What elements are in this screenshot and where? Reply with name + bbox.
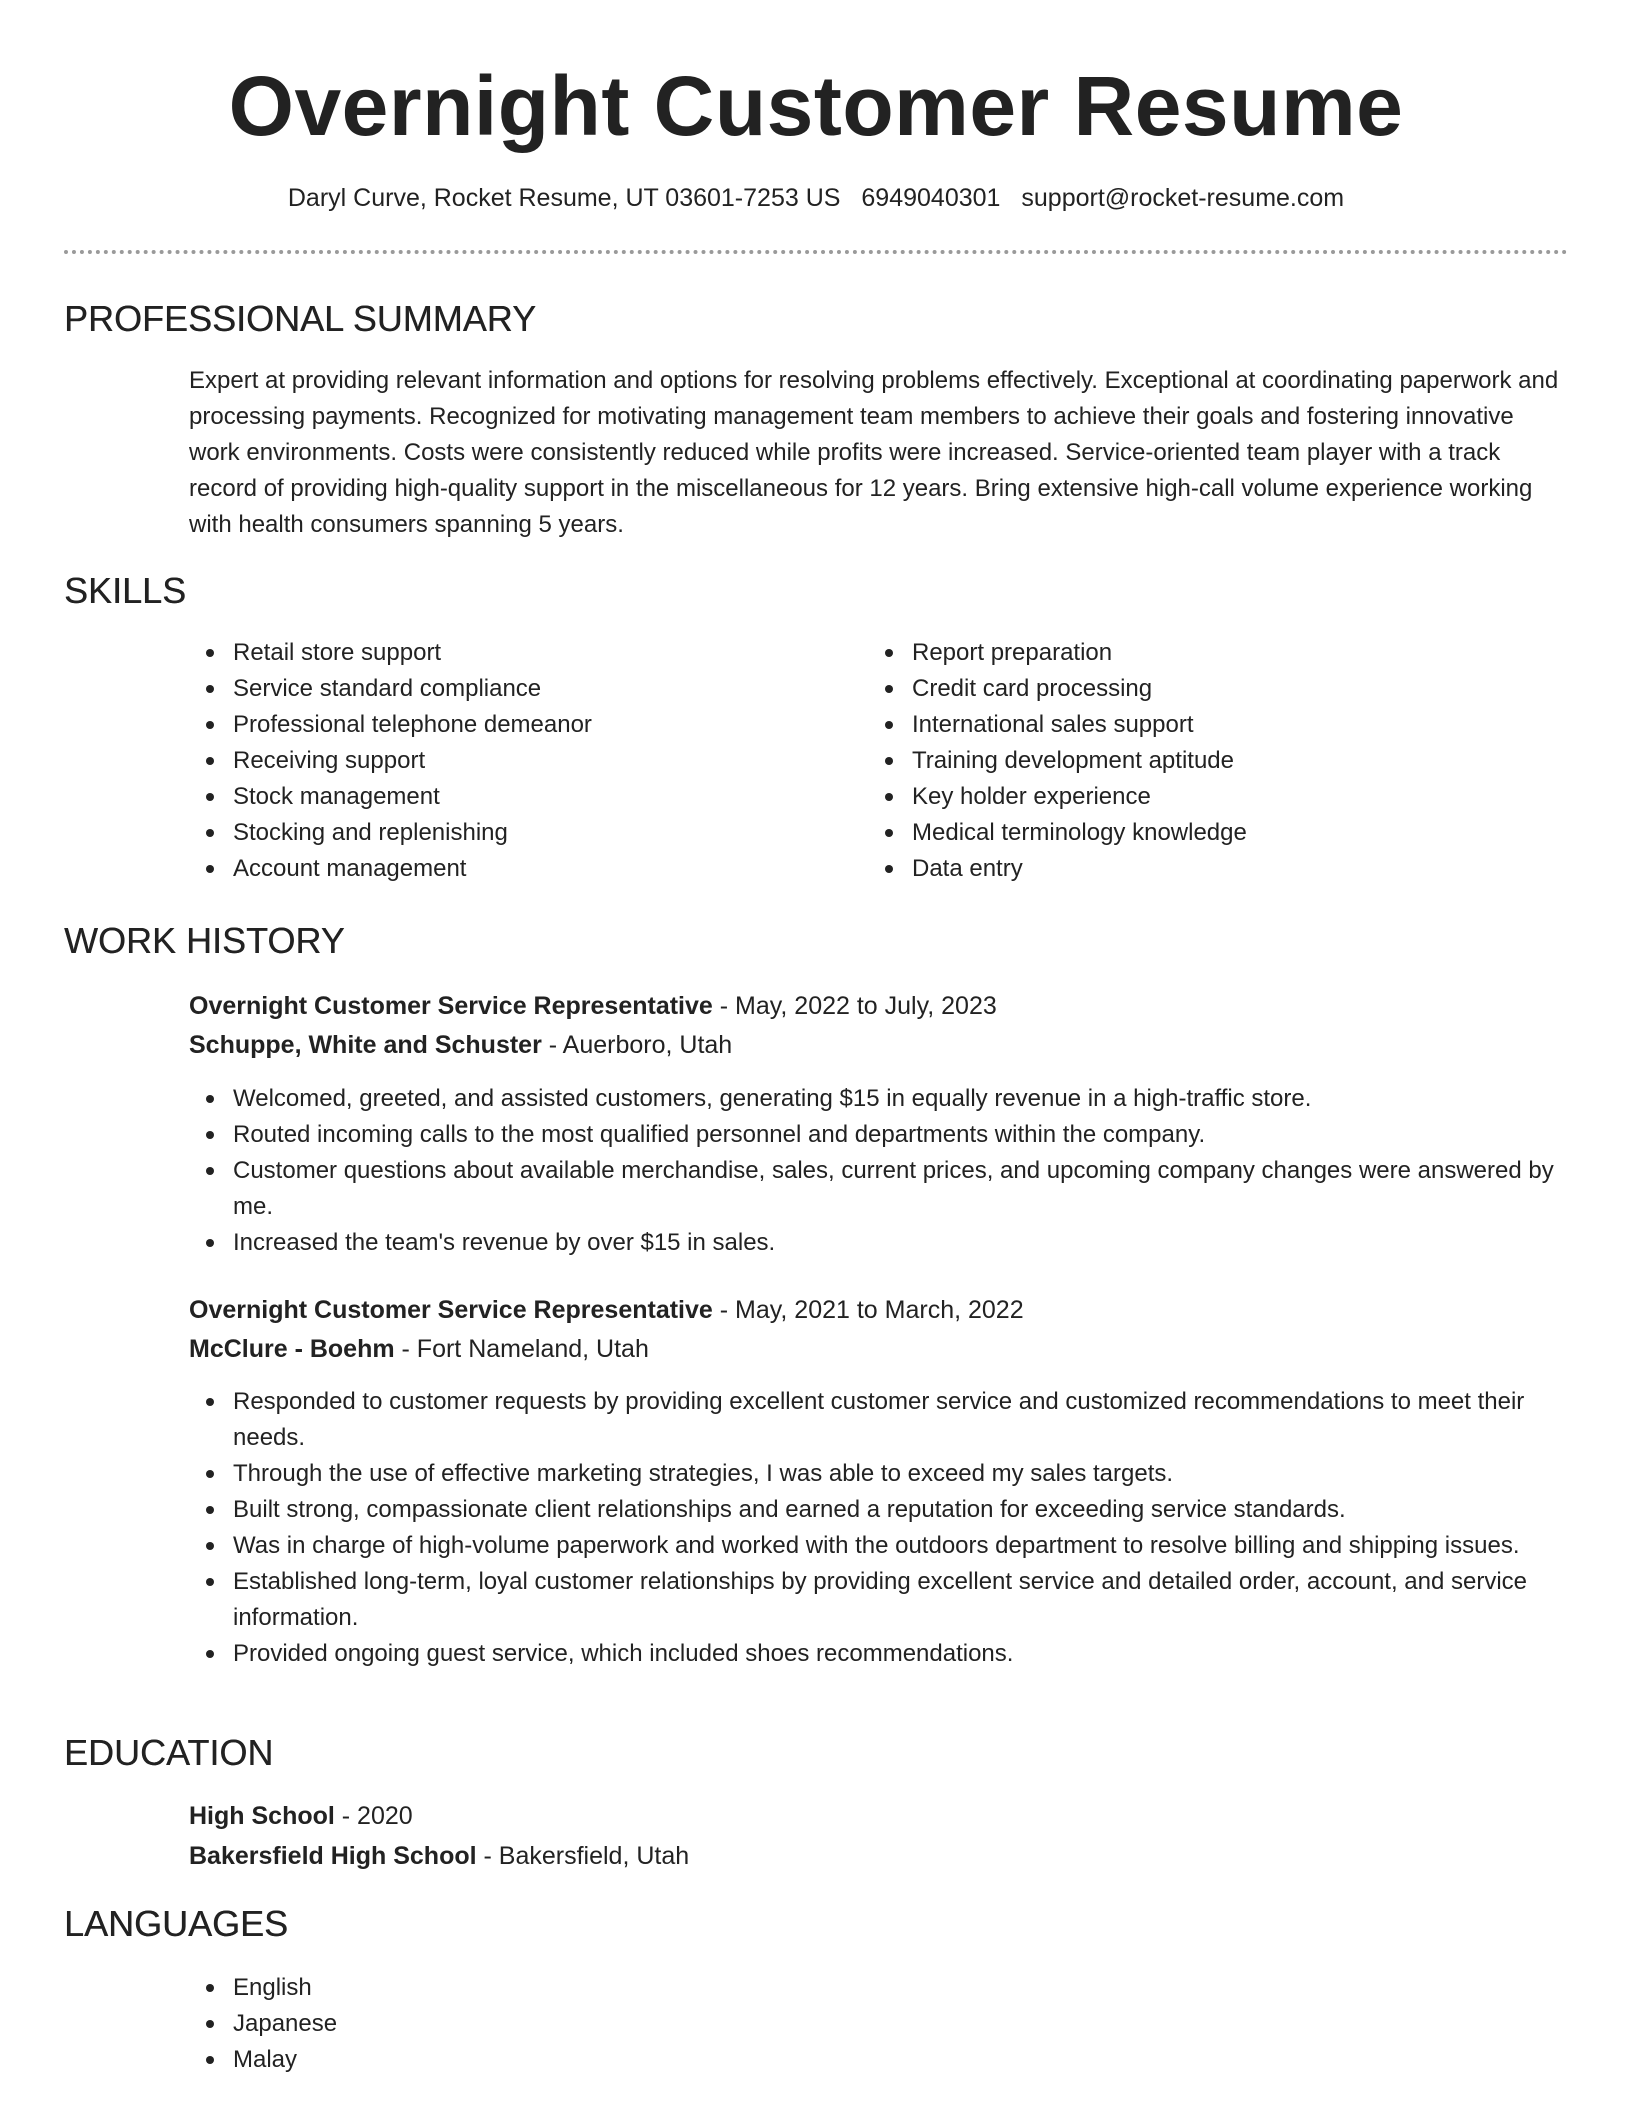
- skill-item: Stocking and replenishing: [189, 815, 829, 851]
- job-bullet: Customer questions about available merchandise, sales, current prices, and upcoming company changes were answered by me.: [189, 1153, 1569, 1225]
- header-divider: [64, 250, 1568, 254]
- skill-item: Stock management: [189, 779, 829, 815]
- job-bullet: Built strong, compassionate client relationships and earned a reputation for exceeding service standards.: [189, 1492, 1569, 1528]
- job-2-bullets: [189, 1384, 1569, 1672]
- job-1-company-line: [189, 1026, 732, 1064]
- education-school: Bakersfield High School: [189, 1842, 477, 1870]
- languages-list: [189, 1970, 829, 2078]
- job-1-bullets: [189, 1081, 1569, 1261]
- education-location: - Bakersfield, Utah: [476, 1842, 690, 1870]
- language-item: Japanese: [189, 2006, 829, 2042]
- job-company: McClure - Boehm: [189, 1335, 395, 1363]
- work-heading: WORK HISTORY: [64, 920, 345, 961]
- education-heading: EDUCATION: [64, 1732, 274, 1773]
- contact-address: Daryl Curve, Rocket Resume, UT 03601-7253 US: [287, 184, 841, 212]
- summary-heading: PROFESSIONAL SUMMARY: [64, 298, 537, 339]
- job-2-title-line: [189, 1291, 1024, 1329]
- job-bullet: Was in charge of high-volume paperwork and worked with the outdoors department to resolve billing and shipping issues.: [189, 1528, 1569, 1564]
- contact-line: [0, 180, 1632, 216]
- skill-item: Data entry: [868, 851, 1508, 887]
- job-title: Overnight Customer Service Representative: [189, 992, 713, 1020]
- skill-item: Medical terminology knowledge: [868, 815, 1508, 851]
- job-2-company-line: [189, 1330, 649, 1368]
- job-company: Schuppe, White and Schuster: [189, 1031, 542, 1059]
- language-item: English: [189, 1970, 829, 2006]
- job-bullet: Welcomed, greeted, and assisted customers, generating $15 in equally revenue in a high-traffic store.: [189, 1081, 1569, 1117]
- education-school-line: [189, 1837, 689, 1875]
- skills-heading: SKILLS: [64, 570, 187, 611]
- job-bullet: Through the use of effective marketing strategies, I was able to exceed my sales targets.: [189, 1456, 1569, 1492]
- skill-item: Receiving support: [189, 743, 829, 779]
- job-dates: - May, 2022 to July, 2023: [712, 992, 997, 1020]
- job-bullet: Provided ongoing guest service, which included shoes recommendations.: [189, 1636, 1569, 1672]
- skills-list-left: [189, 635, 829, 887]
- skills-list-right: [868, 635, 1508, 887]
- contact-email: support@rocket-resume.com: [1021, 184, 1345, 212]
- skill-item: Service standard compliance: [189, 671, 829, 707]
- skill-item: Account management: [189, 851, 829, 887]
- skill-item: Retail store support: [189, 635, 829, 671]
- job-location: - Fort Nameland, Utah: [394, 1335, 649, 1363]
- job-bullet: Routed incoming calls to the most qualified personnel and departments within the company.: [189, 1117, 1569, 1153]
- job-location: - Auerboro, Utah: [541, 1031, 733, 1059]
- contact-phone: 6949040301: [861, 184, 1001, 212]
- job-bullet: Increased the team's revenue by over $15 in sales.: [189, 1225, 1569, 1261]
- languages-heading: LANGUAGES: [64, 1903, 289, 1944]
- skill-item: Credit card processing: [868, 671, 1508, 707]
- education-degree: High School: [189, 1802, 335, 1830]
- resume-title: Overnight Customer Resume: [228, 59, 1404, 153]
- education-year: - 2020: [334, 1802, 413, 1830]
- skill-item: Report preparation: [868, 635, 1508, 671]
- skill-item: Key holder experience: [868, 779, 1508, 815]
- skill-item: Training development aptitude: [868, 743, 1508, 779]
- skill-item: International sales support: [868, 707, 1508, 743]
- summary-text: Expert at providing relevant information and options for resolving problems effectively. Exceptional at coordinating paperwork and processing payments. Recognized for motivating management team members to achieve their goals and fostering innovative work environments. Costs were consistently reduced while profits were increased. Service-oriented team player with a track record of providing high-quality support in the miscellaneous for 12 years. Bring extensive high-call volume experience working with health consumers spanning 5 years.: [189, 367, 1559, 538]
- job-bullet: Responded to customer requests by providing excellent customer service and customized recommendations to meet their needs.: [189, 1384, 1569, 1456]
- skill-item: Professional telephone demeanor: [189, 707, 829, 743]
- job-bullet: Established long-term, loyal customer relationships by providing excellent service and detailed order, account, and service information.: [189, 1564, 1569, 1636]
- education-degree-line: [189, 1797, 413, 1835]
- job-1-title-line: [189, 987, 997, 1025]
- job-dates: - May, 2021 to March, 2022: [712, 1296, 1024, 1324]
- job-title: Overnight Customer Service Representative: [189, 1296, 713, 1324]
- language-item: Malay: [189, 2042, 829, 2078]
